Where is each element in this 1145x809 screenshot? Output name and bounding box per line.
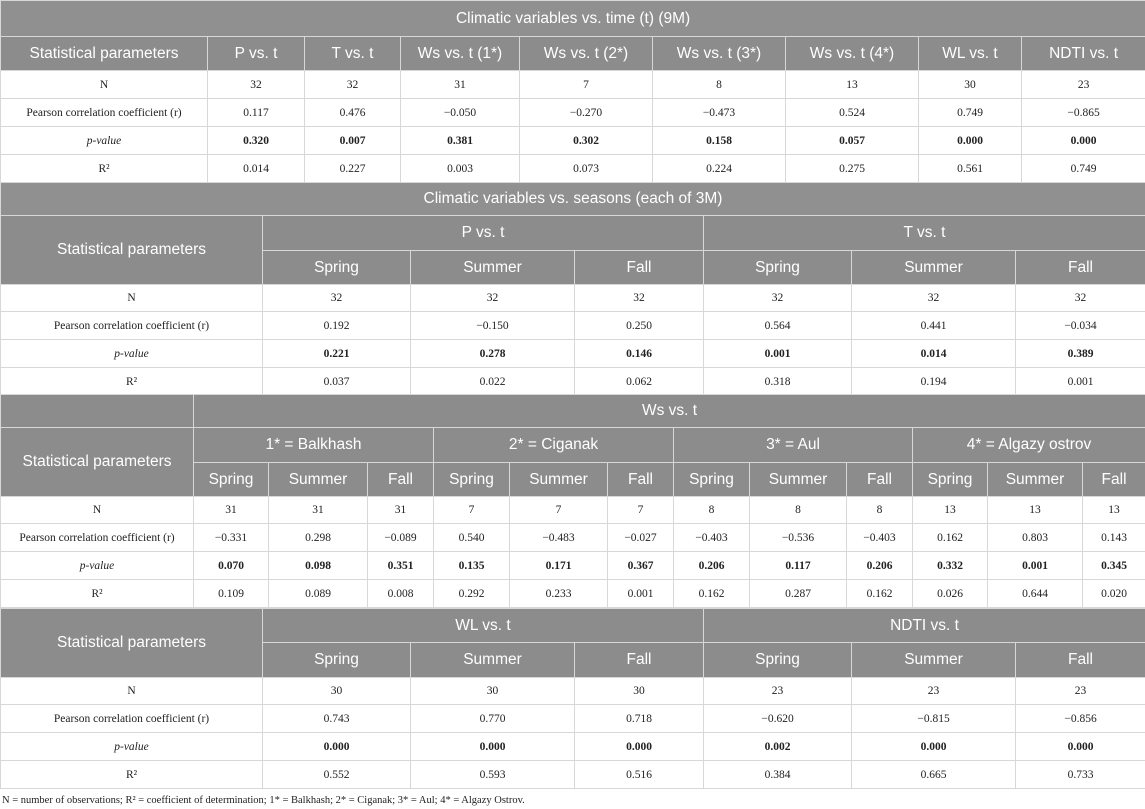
row-label: Pearson correlation coefficient (r)	[1, 312, 263, 340]
row-label: Pearson correlation coefficient (r)	[1, 705, 263, 733]
season-header: Fall	[368, 463, 434, 497]
table-cell: 0.000	[852, 733, 1016, 761]
column-header: Ws vs. t (3*)	[653, 37, 786, 71]
table-cell: 0.192	[263, 312, 411, 340]
table-cell: 0.135	[434, 552, 510, 580]
table-row	[1, 705, 1145, 733]
table-cell: 31	[269, 497, 368, 524]
table-title: Climatic variables vs. time (t) (9M)	[1, 1, 1145, 37]
table-cell: 0.000	[263, 733, 411, 761]
group-header: NDTI vs. t	[704, 609, 1145, 643]
table-cell: −0.027	[608, 524, 674, 552]
table-cell: 0.770	[411, 705, 575, 733]
table-cell: 0.275	[786, 155, 919, 183]
table-cell: 0.644	[988, 580, 1083, 608]
table-cell: 0.206	[847, 552, 913, 580]
table-cell: 0.158	[653, 127, 786, 155]
table-cell: 0.743	[263, 705, 411, 733]
row-label: R²	[1, 155, 208, 183]
station-header: 1* = Balkhash	[194, 428, 434, 463]
season-header: Summer	[852, 643, 1016, 678]
season-header: Spring	[704, 251, 852, 285]
table-cell: 0.318	[704, 368, 852, 396]
column-header: NDTI vs. t	[1022, 37, 1145, 71]
table-cell: 23	[1016, 678, 1145, 705]
table-cell: 0.000	[1016, 733, 1145, 761]
season-header: Spring	[434, 463, 510, 497]
table-cell: −0.815	[852, 705, 1016, 733]
season-header: Spring	[263, 643, 411, 678]
stat-header: Statistical parameters	[1, 609, 263, 678]
table-row	[1, 761, 1145, 789]
table-row	[1, 127, 1145, 155]
table-cell: 0.224	[653, 155, 786, 183]
table-cell: 8	[674, 497, 750, 524]
table-cell: 0.007	[305, 127, 401, 155]
table-seasons-wl-ndti	[0, 608, 1145, 789]
table-cell: 0.367	[608, 552, 674, 580]
table-cell: 0.014	[208, 155, 305, 183]
table-cell: −0.856	[1016, 705, 1145, 733]
table-cell: 0.000	[1022, 127, 1145, 155]
table-cell: 0.384	[704, 761, 852, 789]
row-label: p-value	[1, 127, 208, 155]
table-cell: 30	[263, 678, 411, 705]
table-cell: 0.020	[1083, 580, 1145, 608]
table-row	[1, 312, 1145, 340]
season-header: Summer	[988, 463, 1083, 497]
table-cell: −0.050	[401, 99, 520, 127]
column-header: Ws vs. t (2*)	[520, 37, 653, 71]
table-cell: 8	[847, 497, 913, 524]
group-header: T vs. t	[704, 216, 1145, 251]
table-cell: 0.524	[786, 99, 919, 127]
table-cell: −0.331	[194, 524, 269, 552]
table-cell: 0.351	[368, 552, 434, 580]
table-cell: 0.162	[674, 580, 750, 608]
table-cell: −0.473	[653, 99, 786, 127]
table-cell: 23	[1022, 71, 1145, 99]
table-cell: 13	[1083, 497, 1145, 524]
table-row	[1, 580, 1145, 608]
season-header: Fall	[1016, 251, 1145, 285]
table-row	[1, 155, 1145, 183]
table-cell: 0.221	[263, 340, 411, 368]
season-header: Spring	[263, 251, 411, 285]
table-cell: 0.026	[913, 580, 988, 608]
table-cell: 0.001	[988, 552, 1083, 580]
row-label: N	[1, 678, 263, 705]
blank-cell	[1, 395, 194, 428]
table-cell: 0.292	[434, 580, 510, 608]
table-row	[1, 99, 1145, 127]
table-cell: 0.320	[208, 127, 305, 155]
table-cell: 0.749	[919, 99, 1022, 127]
column-header: Statistical parameters	[1, 37, 208, 71]
table-cell: 0.098	[269, 552, 368, 580]
table-cell: 8	[750, 497, 847, 524]
table-cell: 32	[575, 285, 704, 312]
row-label: Pearson correlation coefficient (r)	[1, 524, 194, 552]
table-row	[1, 733, 1145, 761]
table-cell: 0.302	[520, 127, 653, 155]
table-cell: 0.803	[988, 524, 1083, 552]
table-cell: 0.117	[208, 99, 305, 127]
table-cell: 13	[988, 497, 1083, 524]
table-cell: 7	[510, 497, 608, 524]
table-cell: −0.089	[368, 524, 434, 552]
table-cell: 32	[411, 285, 575, 312]
row-label: p-value	[1, 340, 263, 368]
table-cell: 32	[263, 285, 411, 312]
table-cell: 32	[305, 71, 401, 99]
season-header: Summer	[852, 251, 1016, 285]
table-cell: 31	[401, 71, 520, 99]
table-cell: 0.000	[919, 127, 1022, 155]
table-cell: 32	[208, 71, 305, 99]
season-header: Fall	[608, 463, 674, 497]
table-cell: 0.250	[575, 312, 704, 340]
row-label: R²	[1, 580, 194, 608]
table-cell: 0.000	[575, 733, 704, 761]
table-cell: 31	[368, 497, 434, 524]
table-cell: 0.001	[704, 340, 852, 368]
table-cell: −0.270	[520, 99, 653, 127]
column-header: P vs. t	[208, 37, 305, 71]
season-header: Fall	[847, 463, 913, 497]
table-cell: 7	[608, 497, 674, 524]
season-header: Fall	[1016, 643, 1145, 678]
table-cell: 30	[575, 678, 704, 705]
table-cell: 0.749	[1022, 155, 1145, 183]
table-cell: 0.381	[401, 127, 520, 155]
season-header: Summer	[750, 463, 847, 497]
season-header: Spring	[674, 463, 750, 497]
table-cell: 13	[786, 71, 919, 99]
table-cell: 0.564	[704, 312, 852, 340]
table-cell: −0.620	[704, 705, 852, 733]
table-cell: 32	[704, 285, 852, 312]
row-label: N	[1, 71, 208, 99]
table-cell: 0.476	[305, 99, 401, 127]
table-cell: 0.389	[1016, 340, 1145, 368]
row-label: N	[1, 285, 263, 312]
column-header: WL vs. t	[919, 37, 1022, 71]
table-cell: 0.002	[704, 733, 852, 761]
table-row	[1, 340, 1145, 368]
table-cell: 7	[520, 71, 653, 99]
table-row	[1, 552, 1145, 580]
table-cell: 0.008	[368, 580, 434, 608]
season-header: Summer	[411, 643, 575, 678]
table-cell: 0.070	[194, 552, 269, 580]
table-cell: 0.073	[520, 155, 653, 183]
table-cell: −0.403	[674, 524, 750, 552]
table-cell: −0.403	[847, 524, 913, 552]
footnote: N = number of observations; R² = coefficient of determination; 1* = Balkhash; 2* = Ciganak; 3* = Aul; 4* = Algazy Ostrov.	[2, 795, 525, 806]
season-header: Summer	[411, 251, 575, 285]
table-cell: 0.665	[852, 761, 1016, 789]
table-cell: 32	[1016, 285, 1145, 312]
table-cell: 0.540	[434, 524, 510, 552]
stat-header: Statistical parameters	[1, 428, 194, 497]
table-cell: −0.536	[750, 524, 847, 552]
table-cell: 0.022	[411, 368, 575, 396]
table-cell: 0.000	[411, 733, 575, 761]
table-row	[1, 678, 1145, 705]
table-cell: 0.057	[786, 127, 919, 155]
season-header: Spring	[194, 463, 269, 497]
table-cell: 0.162	[847, 580, 913, 608]
table-row	[1, 285, 1145, 312]
table-cell: 0.001	[608, 580, 674, 608]
group-header: WL vs. t	[263, 609, 704, 643]
table-cell: 0.062	[575, 368, 704, 396]
column-header: Ws vs. t (4*)	[786, 37, 919, 71]
station-header: 3* = Aul	[674, 428, 913, 463]
table-cell: 23	[704, 678, 852, 705]
table-cell: 23	[852, 678, 1016, 705]
table-cell: 0.162	[913, 524, 988, 552]
table-cell: −0.034	[1016, 312, 1145, 340]
table-cell: 13	[913, 497, 988, 524]
table-cell: −0.150	[411, 312, 575, 340]
table-row	[1, 524, 1145, 552]
table-ws-stations	[0, 394, 1145, 608]
table-row	[1, 368, 1145, 396]
table-cell: 31	[194, 497, 269, 524]
table-cell: 0.552	[263, 761, 411, 789]
station-header: 4* = Algazy ostrov	[913, 428, 1145, 463]
table-cell: 0.561	[919, 155, 1022, 183]
table-cell: 30	[919, 71, 1022, 99]
row-label: R²	[1, 761, 263, 789]
table-cell: 0.171	[510, 552, 608, 580]
table-cell: 0.233	[510, 580, 608, 608]
table-seasons-p-t	[0, 182, 1145, 396]
column-header: Ws vs. t (1*)	[401, 37, 520, 71]
row-label: R²	[1, 368, 263, 396]
table-cell: 0.718	[575, 705, 704, 733]
table-row	[1, 71, 1145, 99]
row-label: Pearson correlation coefficient (r)	[1, 99, 208, 127]
table-cell: 0.733	[1016, 761, 1145, 789]
group-header: P vs. t	[263, 216, 704, 251]
row-label: p-value	[1, 733, 263, 761]
table-cell: 0.593	[411, 761, 575, 789]
table-cell: 0.298	[269, 524, 368, 552]
table-cell: 30	[411, 678, 575, 705]
season-header: Summer	[510, 463, 608, 497]
table-cell: −0.865	[1022, 99, 1145, 127]
table-cell: −0.483	[510, 524, 608, 552]
table-cell: 0.441	[852, 312, 1016, 340]
season-header: Summer	[269, 463, 368, 497]
table-cell: 0.194	[852, 368, 1016, 396]
table-cell: 0.146	[575, 340, 704, 368]
column-header: T vs. t	[305, 37, 401, 71]
table-cell: 0.227	[305, 155, 401, 183]
table-cell: 0.117	[750, 552, 847, 580]
table-cell: 8	[653, 71, 786, 99]
table-cell: 0.516	[575, 761, 704, 789]
station-header: 2* = Ciganak	[434, 428, 674, 463]
table-cell: 0.287	[750, 580, 847, 608]
table-cell: 0.332	[913, 552, 988, 580]
table-cell: 0.206	[674, 552, 750, 580]
row-label: p-value	[1, 552, 194, 580]
season-header: Fall	[575, 251, 704, 285]
season-header: Fall	[1083, 463, 1145, 497]
table-row	[1, 497, 1145, 524]
table-title: Ws vs. t	[194, 395, 1145, 428]
table-cell: 0.143	[1083, 524, 1145, 552]
table-time-9m	[0, 0, 1145, 183]
table-title: Climatic variables vs. seasons (each of 3M)	[1, 183, 1145, 216]
table-cell: 7	[434, 497, 510, 524]
table-cell: 0.003	[401, 155, 520, 183]
stat-header: Statistical parameters	[1, 216, 263, 285]
table-cell: 32	[852, 285, 1016, 312]
season-header: Fall	[575, 643, 704, 678]
row-label: N	[1, 497, 194, 524]
table-cell: 0.278	[411, 340, 575, 368]
table-cell: 0.089	[269, 580, 368, 608]
table-cell: 0.037	[263, 368, 411, 396]
season-header: Spring	[704, 643, 852, 678]
table-cell: 0.109	[194, 580, 269, 608]
table-cell: 0.345	[1083, 552, 1145, 580]
table-cell: 0.001	[1016, 368, 1145, 396]
table-cell: 0.014	[852, 340, 1016, 368]
season-header: Spring	[913, 463, 988, 497]
